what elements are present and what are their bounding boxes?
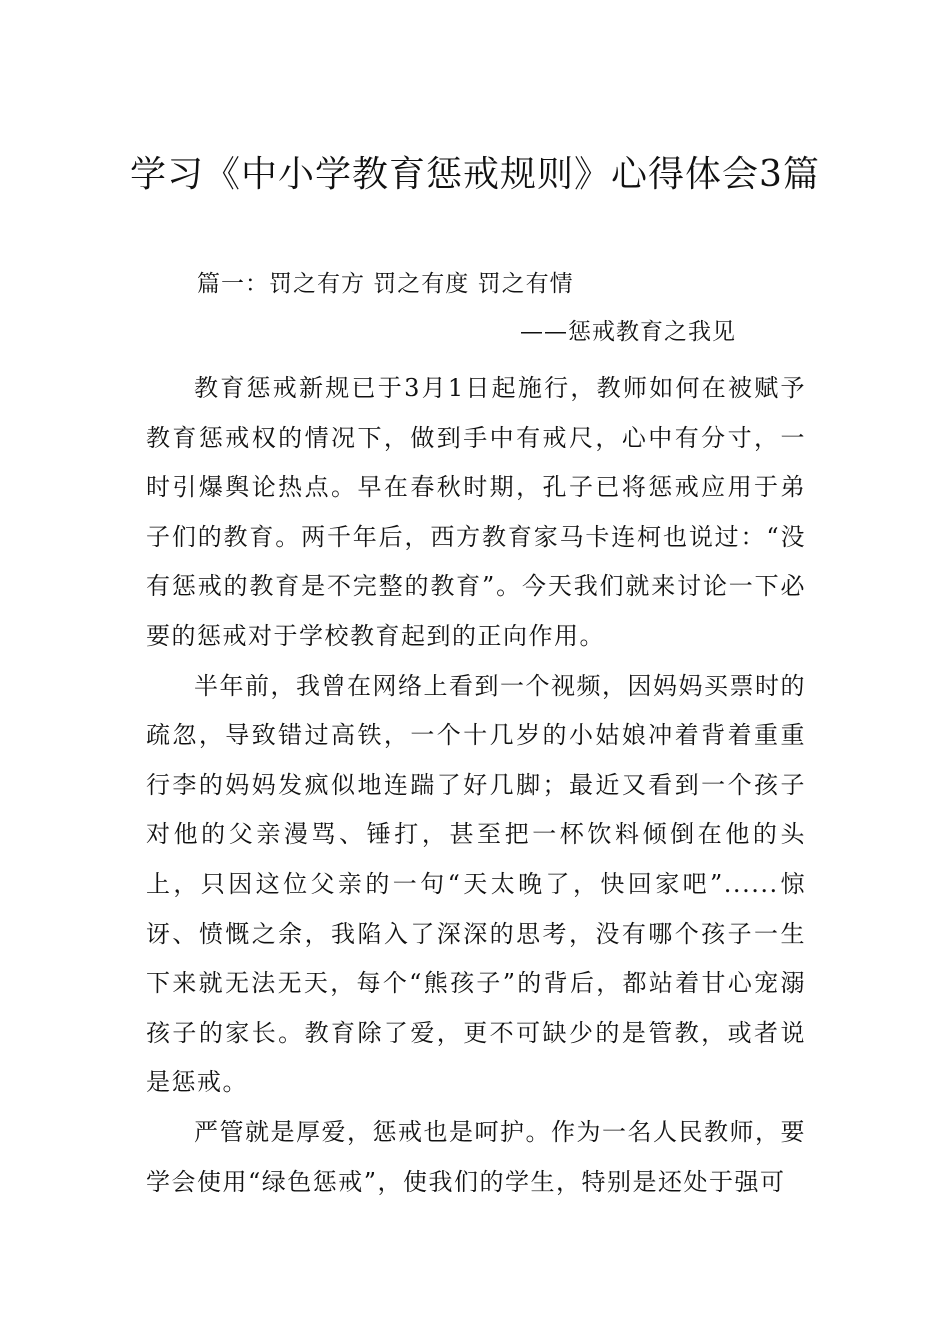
- section-heading: 篇一：罚之有方 罚之有度 罚之有情: [197, 271, 574, 297]
- document-title: 学习《中小学教育惩戒规则》心得体会3篇: [130, 154, 820, 195]
- section-subheading: ——惩戒教育之我见: [520, 319, 736, 345]
- paragraph-3: 严管就是厚爱，惩戒也是呵护。作为一名人民教师，要学会使用“绿色惩戒”，使我们的学生，特别是还处于强可: [146, 1117, 806, 1196]
- document-body: [146, 364, 806, 1207]
- paragraph-2: 半年前，我曾在网络上看到一个视频，因妈妈买票时的疏忽，导致错过高铁，一个十几岁的小姑娘冲着背着重重行李的妈妈发疯似地连踹了好几脚；最近又看到一个孩子对他的父亲漫骂、锤打，甚至把一杯饮料倾倒在他的头上，只因这位父亲的一句“天太晚了，快回家吧”......惊讶、愤慨之余，我陷入了深深的思考，没有哪个孩子一生下来就无法无天，每个“熊孩子”的背后，都站着甘心宠溺孩子的家长。教育除了爱，更不可缺少的是管教，或者说是惩戒。: [146, 671, 806, 1097]
- paragraph-1: 教育惩戒新规已于3月1日起施行，教师如何在被赋予教育惩戒权的情况下，做到手中有戒尺，心中有分寸，一时引爆舆论热点。早在春秋时期，孔子已将惩戒应用于弟子们的教育。两千年后，西方教育家马卡连柯也说过：“没有惩戒的教育是不完整的教育”。今天我们就来讨论一下必要的惩戒对于学校教育起到的正向作用。: [146, 374, 806, 650]
